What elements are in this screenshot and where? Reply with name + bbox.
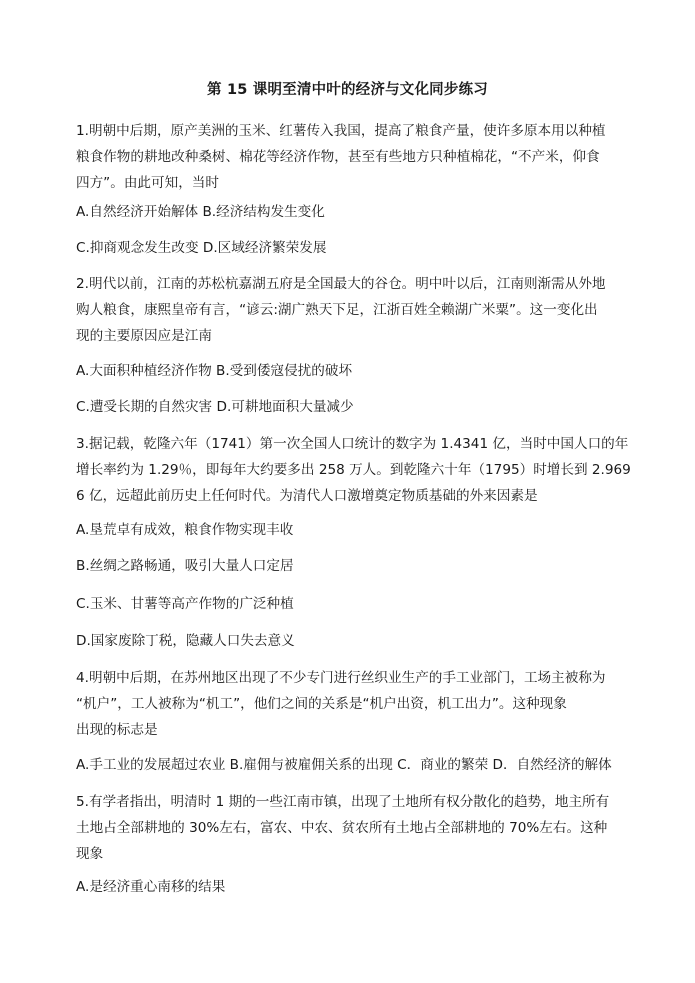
question-4-options: A.手工业的发展超过农业 B.雇佣与被雇佣关系的出现 C．商业的繁荣 D．自然经济的解体	[76, 757, 612, 773]
page-title: 第 15 课明至清中叶的经济与文化同步练习	[207, 82, 488, 98]
question-text-line: 土地占全部耕地的 30%左右，富农、中农、贫农所有土地占全部耕地的 70%左右。这种	[76, 820, 608, 836]
question-1-options-cd: C.抑商观念发生改变 D.区域经济繁荣发展	[76, 240, 327, 256]
question-text-line: 增长率约为 1.29％，即每年大约要多出 258 万人。到乾隆六十年（1795）时增长到 2.969	[76, 462, 631, 478]
question-2	[76, 271, 624, 349]
question-1	[76, 118, 624, 196]
question-3-option-b: B.丝绸之路畅通，吸引大量人口定居	[76, 558, 294, 574]
question-4	[76, 665, 624, 743]
question-text-line: 粮食作物的耕地改种桑树、棉花等经济作物，甚至有些地方只种植棉花，“不产米，仰食	[76, 149, 600, 165]
question-text-line: 6 亿，远超此前历史上任何时代。为清代人口激增奠定物质基础的外来因素是	[76, 488, 538, 504]
question-3	[76, 431, 631, 509]
question-3-option-c: C.玉米、甘薯等高产作物的广泛种植	[76, 596, 294, 612]
question-3-option-d: D.国家废除丁税，隐藏人口失去意义	[76, 633, 295, 649]
question-5-option-a: A.是经济重心南移的结果	[76, 879, 226, 895]
question-text-line: 现象	[76, 846, 104, 862]
question-text-line: 现的主要原因应是江南	[76, 328, 212, 344]
question-text-line: 5.有学者指出，明清时 1 期的一些江南市镇，出现了土地所有权分散化的趋势，地主所有	[76, 794, 610, 810]
question-3-option-a: A.垦荒卓有成效，粮食作物实现丰收	[76, 522, 294, 538]
question-text-line: 出现的标志是	[76, 722, 158, 738]
question-text-line: 1.明朝中后期，原产美洲的玉米、红薯传入我国，提高了粮食产量，使许多原本用以种植	[76, 123, 606, 139]
question-2-options-ab: A.大面积种植经济作物 B.受到倭寇侵扰的破坏	[76, 363, 353, 379]
question-text-line: 2.明代以前，江南的苏松杭嘉湖五府是全国最大的谷仓。明中叶以后，江南则渐需从外地	[76, 276, 606, 292]
question-1-options-ab: A.自然经济开始解体 B.经济结构发生变化	[76, 204, 325, 220]
question-text-line: “机户”，工人被称为“机工”，他们之间的关系是“机户出资，机工出力”。这种现象	[76, 696, 567, 712]
question-5	[76, 789, 624, 867]
question-text-line: 购人粮食，康熙皇帝有言，“谚云:湖广熟天下足，江浙百姓全赖湖广米粟”。这一变化出	[76, 302, 598, 318]
question-2-options-cd: C.遭受长期的自然灾害 D.可耕地面积大量减少	[76, 399, 354, 415]
question-text-line: 4.明朝中后期，在苏州地区出现了不少专门进行丝织业生产的手工业部门，工场主被称为	[76, 670, 606, 686]
question-text-line: 四方”。由此可知，当时	[76, 175, 219, 191]
question-text-line: 3.据记载，乾隆六年（1741）第一次全国人口统计的数字为 1.4341 亿，当时中国人口的年	[76, 436, 629, 452]
